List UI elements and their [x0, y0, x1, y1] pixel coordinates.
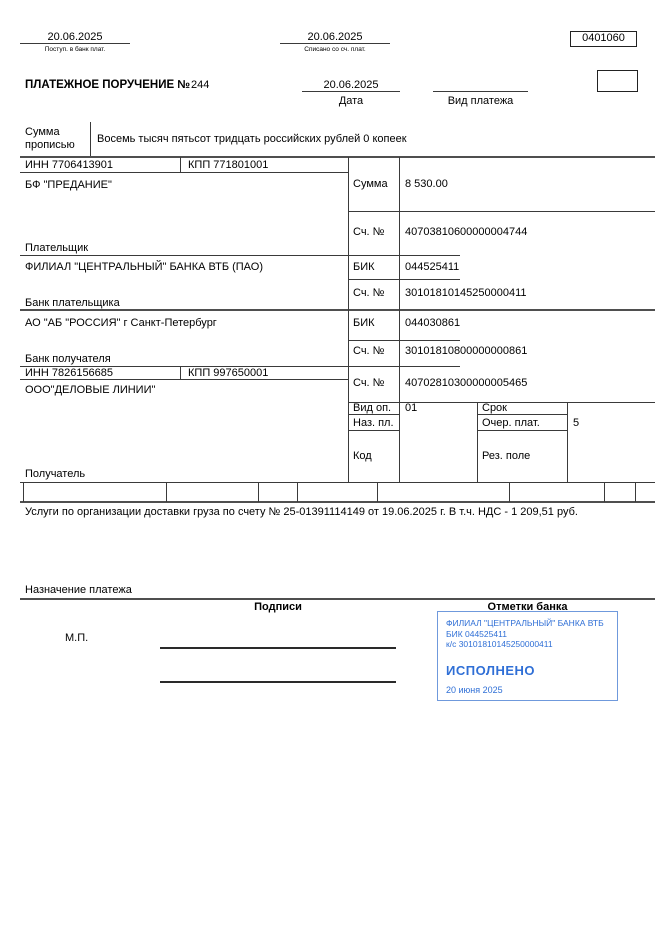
grid-line — [348, 430, 399, 431]
reserve-field-label: Рез. поле — [482, 450, 531, 462]
payer-account-label: Сч. № — [353, 226, 385, 238]
grid-line — [377, 482, 378, 502]
amount-words-label-2: прописью — [25, 139, 75, 151]
term-label: Срок — [482, 402, 507, 414]
payer-kpp: КПП 771801001 — [188, 159, 269, 171]
payment-type-label: Вид платежа — [447, 95, 514, 107]
grid-line — [567, 402, 568, 482]
payer-bank-bik-label: БИК — [353, 261, 375, 273]
bank-stamp — [437, 611, 618, 701]
document-title: ПЛАТЕЖНОЕ ПОРУЧЕНИЕ № — [25, 79, 191, 91]
payee-bank-account: 30101810800000000861 — [405, 345, 528, 357]
stamp-bik: БИК 044525411 — [446, 628, 507, 639]
payee-account: 40702810300000005465 — [405, 377, 528, 389]
op-type-value: 01 — [405, 402, 418, 414]
payee-name: ООО"ДЕЛОВЫЕ ЛИНИИ" — [25, 384, 156, 396]
grid-line — [20, 598, 655, 600]
grid-line — [280, 43, 390, 44]
payer-bank-name: ФИЛИАЛ "ЦЕНТРАЛЬНЫЙ" БАНКА ВТБ (ПАО) — [25, 261, 263, 273]
date-debited: 20.06.2025 — [307, 31, 363, 43]
form-code: 0401060 — [582, 32, 625, 44]
sum-label: Сумма — [353, 178, 388, 190]
priority-label: Очер. плат. — [482, 417, 540, 429]
grid-line — [433, 91, 528, 92]
payer-bank-bik: 044525411 — [405, 261, 460, 273]
grid-line — [20, 43, 130, 44]
document-number: 244 — [191, 79, 210, 91]
payee-bank-label: Банк получателя — [25, 353, 111, 365]
payer-label: Плательщик — [25, 242, 89, 254]
stamp-date: 20 июня 2025 — [446, 684, 503, 695]
grid-line — [20, 156, 655, 158]
grid-line — [635, 482, 636, 502]
code-label: Код — [353, 450, 372, 462]
grid-line — [20, 379, 348, 380]
payee-account-label: Сч. № — [353, 377, 385, 389]
stamp-corr-account: к/с 30101810145250000411 — [446, 639, 553, 649]
grid-line — [297, 482, 298, 502]
payee-label: Получатель — [25, 468, 86, 480]
payment-purpose-label: Назначение платежа — [25, 584, 132, 596]
grid-line — [20, 501, 655, 503]
sum-value: 8 530.00 — [405, 178, 448, 190]
purpose-code-label: Наз. пл. — [353, 417, 394, 429]
date-received: 20.06.2025 — [47, 31, 103, 43]
grid-line — [348, 279, 460, 280]
bank-marks-label: Отметки банка — [487, 601, 568, 613]
payee-bank-name: АО "АБ "РОССИЯ" г Санкт-Петербург — [25, 317, 217, 329]
grid-line — [180, 157, 181, 172]
grid-line — [90, 122, 91, 157]
payer-bank-account-label: Сч. № — [353, 287, 385, 299]
payer-bank-label: Банк плательщика — [25, 297, 120, 309]
grid-line — [180, 366, 181, 379]
payer-bank-account: 30101810145250000411 — [405, 287, 527, 299]
date-debited-caption: Списано со сч. плат. — [304, 46, 366, 53]
payment-type-box — [597, 70, 638, 92]
grid-line — [477, 430, 567, 431]
grid-line — [348, 340, 460, 341]
payee-bank-account-label: Сч. № — [353, 345, 385, 357]
stamp-bank-name: ФИЛИАЛ "ЦЕНТРАЛЬНЫЙ" БАНКА ВТБ — [446, 618, 604, 628]
grid-line — [604, 482, 605, 502]
grid-line — [348, 414, 399, 415]
grid-line — [20, 255, 460, 256]
grid-line — [20, 482, 655, 483]
date-label: Дата — [338, 95, 364, 107]
signature-line — [160, 647, 396, 649]
payee-bank-bik-label: БИК — [353, 317, 375, 329]
payee-kpp: КПП 997650001 — [188, 367, 269, 379]
grid-line — [258, 482, 259, 502]
grid-line — [477, 402, 478, 482]
amount-in-words: Восемь тысяч пятьсот тридцать российских рублей 0 копеек — [97, 133, 407, 145]
grid-line — [20, 172, 348, 173]
signatures-label: Подписи — [254, 601, 302, 613]
amount-words-label: Сумма — [25, 126, 60, 138]
stamp-place-label: М.П. — [65, 632, 89, 644]
date-received-caption: Поступ. в банк плат. — [44, 46, 106, 53]
form-code-box — [570, 31, 637, 47]
payee-inn: ИНН 7826156685 — [25, 367, 114, 379]
payment-purpose-text: Услуги по организации доставки груза по счету № 25-01391114149 от 19.06.2025 г. В т.ч. НДС - 1 209,51 руб. — [25, 506, 578, 518]
signature-line — [160, 681, 396, 683]
payee-bank-bik: 044030861 — [405, 317, 461, 329]
grid-line — [509, 482, 510, 502]
payer-inn: ИНН 7706413901 — [25, 159, 114, 171]
grid-line — [348, 157, 349, 482]
grid-line — [302, 91, 400, 92]
grid-line — [477, 414, 567, 415]
grid-line — [20, 309, 655, 311]
grid-line — [23, 482, 24, 502]
document-date: 20.06.2025 — [323, 79, 379, 91]
op-type-label: Вид оп. — [353, 402, 392, 414]
payer-account: 40703810600000004744 — [405, 226, 528, 238]
grid-line — [399, 157, 400, 482]
grid-line — [348, 211, 655, 212]
grid-line — [166, 482, 167, 502]
payer-name: БФ "ПРЕДАНИЕ" — [25, 179, 112, 191]
priority-value: 5 — [573, 417, 580, 429]
stamp-status: ИСПОЛНЕНО — [446, 662, 536, 678]
